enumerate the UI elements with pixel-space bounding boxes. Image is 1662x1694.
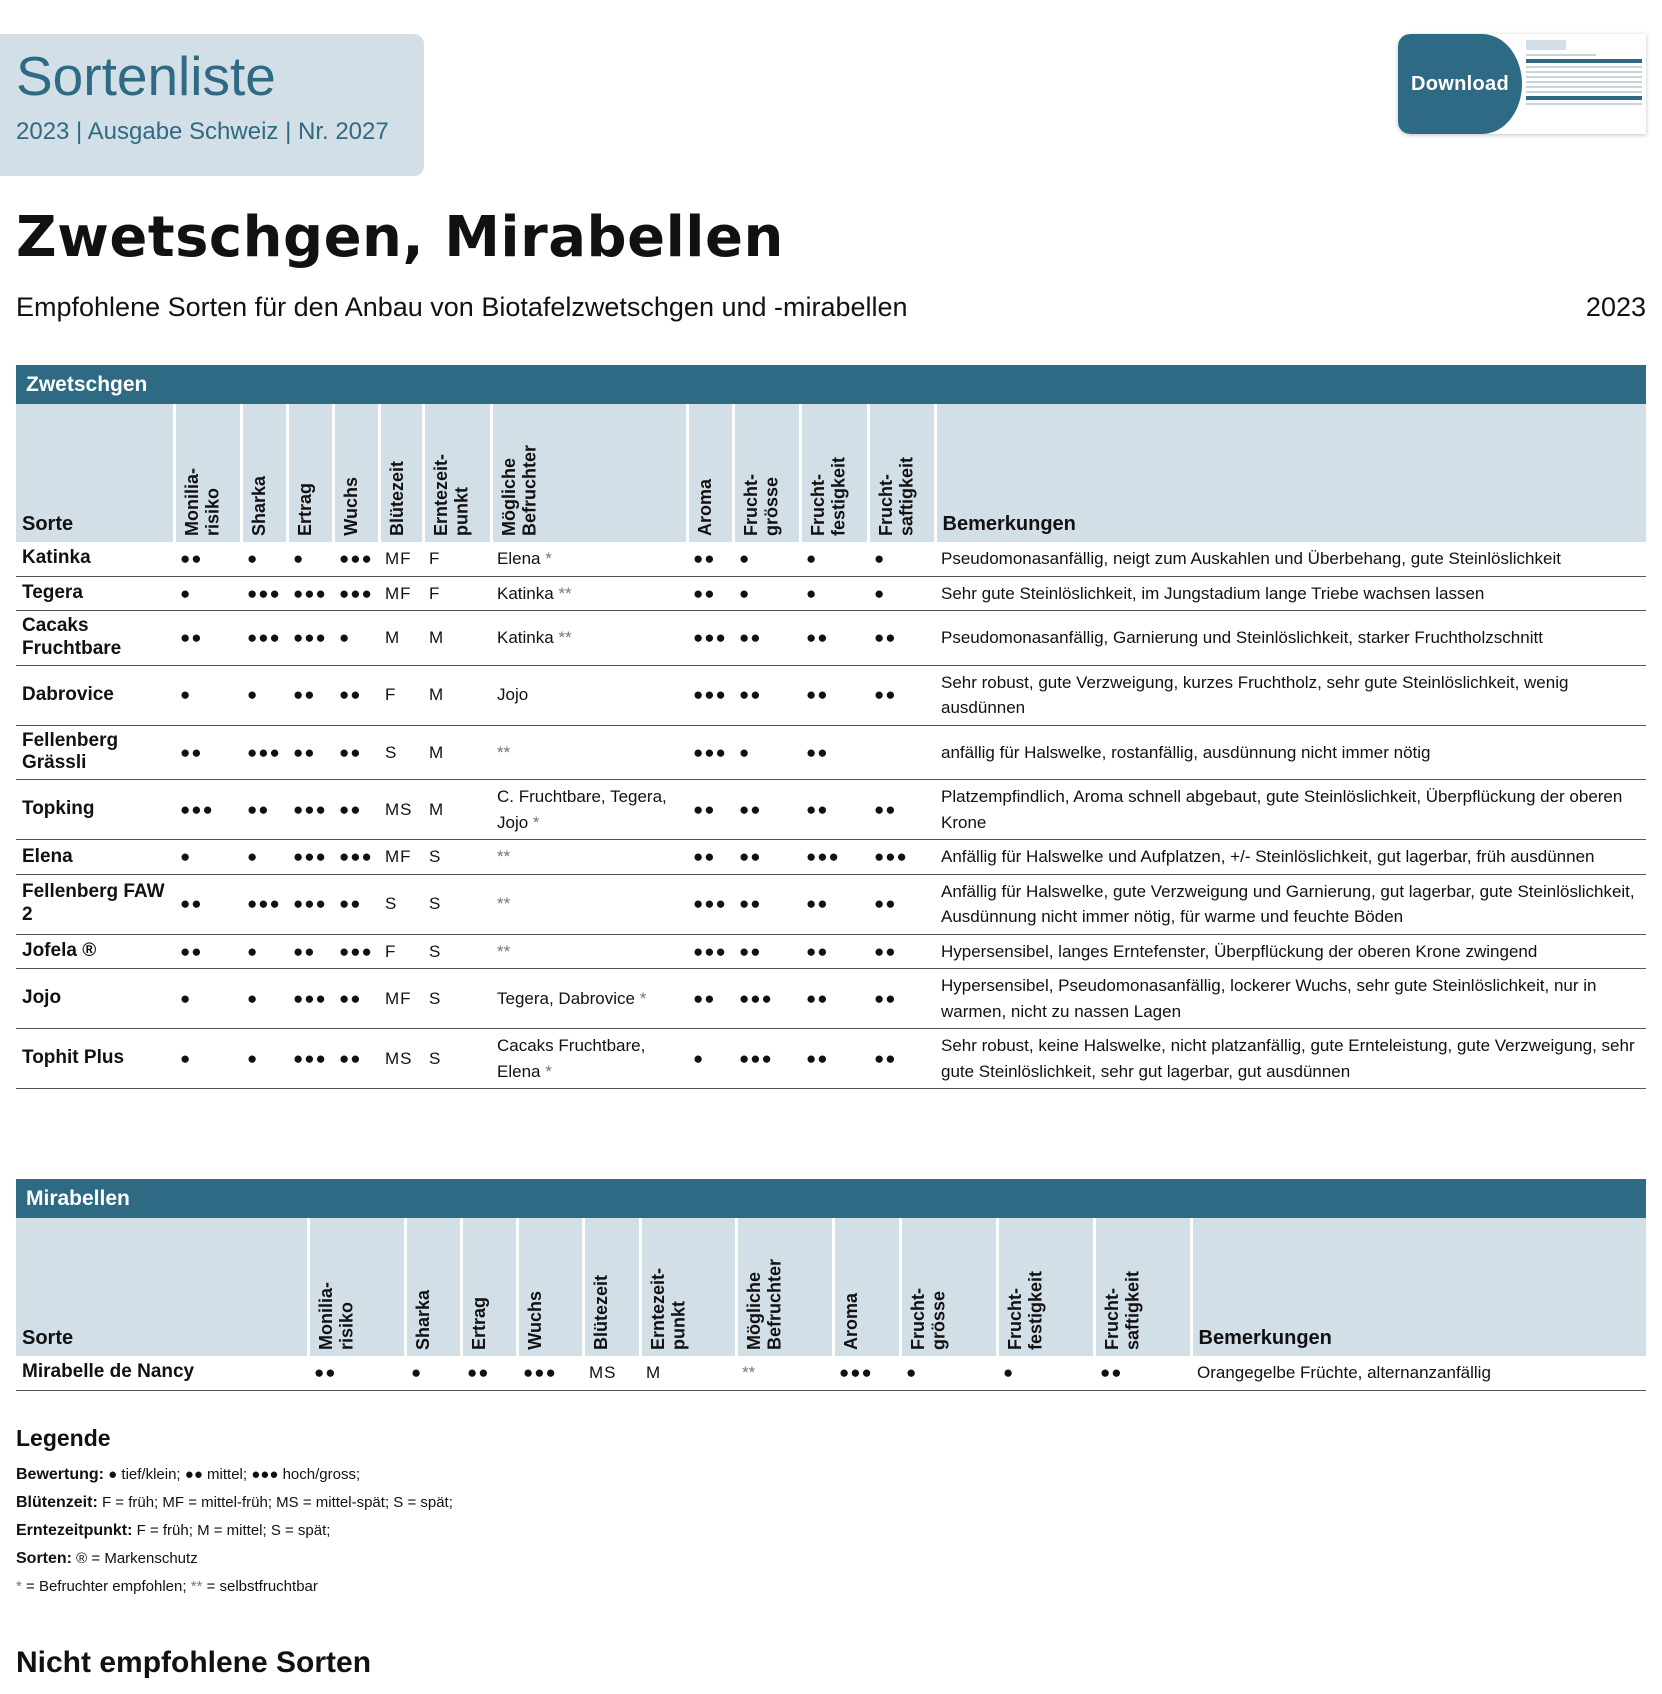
cell-ertrag: ●●	[287, 725, 333, 780]
column-header-befruchter: Mögliche Befruchter	[736, 1218, 833, 1356]
legend	[16, 1425, 453, 1605]
page-year: 2023	[1585, 292, 1646, 322]
cell-sharka: ●	[405, 1356, 461, 1390]
column-header-bemerkungen: Bemerkungen	[935, 404, 1646, 542]
cell-ertrag: ●●●	[287, 969, 333, 1029]
cell-wuchs: ●●	[333, 665, 379, 725]
column-header-fruchtfestigkeit: Frucht- festigkeit	[997, 1218, 1094, 1356]
cell-sharka: ●	[241, 934, 287, 969]
cell-saftigkeit: ●●	[868, 611, 935, 666]
cell-wuchs: ●●●	[333, 576, 379, 611]
cell-ertrag: ●	[287, 542, 333, 576]
cell-ernte: F	[423, 542, 491, 576]
cell-sharka: ●●●	[241, 576, 287, 611]
cell-bluete: MS	[583, 1356, 640, 1390]
cell-saftigkeit: ●	[868, 576, 935, 611]
cell-bemerkungen: Pseudomonasanfällig, neigt zum Auskahlen und Überbehang, gute Steinlöslichkeit	[935, 542, 1646, 576]
cell-festigkeit: ●●	[800, 1029, 868, 1089]
cell-festigkeit: ●	[997, 1356, 1094, 1390]
cell-aroma: ●●	[687, 780, 733, 840]
column-header-wuchs: Wuchs	[517, 1218, 583, 1356]
cell-aroma: ●●●	[687, 934, 733, 969]
header-subtitle: 2023 | Ausgabe Schweiz | Nr. 2027	[16, 117, 389, 145]
cell-wuchs: ●●●	[333, 542, 379, 576]
cell-sharka: ●	[241, 542, 287, 576]
column-header-fruchtsaftigkeit: Frucht- saftigkeit	[1094, 1218, 1191, 1356]
cell-aroma: ●●●	[687, 611, 733, 666]
cell-ertrag: ●●●	[287, 1029, 333, 1089]
cell-monilia: ●●	[174, 934, 241, 969]
cell-festigkeit: ●●	[800, 934, 868, 969]
cell-groesse: ●●	[733, 665, 800, 725]
cell-sharka: ●●●	[241, 874, 287, 934]
cell-bluete: F	[379, 934, 423, 969]
column-header-sharka: Sharka	[241, 404, 287, 542]
column-header-fruchtgroesse: Frucht- grösse	[900, 1218, 997, 1356]
cell-ernte: S	[423, 840, 491, 875]
column-header-sharka: Sharka	[405, 1218, 461, 1356]
cell-festigkeit: ●●	[800, 969, 868, 1029]
cell-ernte: S	[423, 934, 491, 969]
cell-aroma: ●●●	[687, 874, 733, 934]
cell-befruchter: Katinka **	[491, 611, 687, 666]
cell-saftigkeit: ●●	[868, 934, 935, 969]
cell-sharka: ●	[241, 840, 287, 875]
cell-wuchs: ●●	[333, 1029, 379, 1089]
legend-bewertung: Bewertung: ● tief/klein; ●● mittel; ●●● hoch/gross;	[16, 1466, 361, 1483]
mirabellen-section-title: Mirabellen	[16, 1179, 1646, 1218]
column-header-sorte: Sorte	[16, 1218, 308, 1356]
cell-aroma: ●	[687, 1029, 733, 1089]
cell-bluete: MF	[379, 969, 423, 1029]
cell-befruchter: Katinka **	[491, 576, 687, 611]
cell-groesse: ●	[733, 576, 800, 611]
cell-monilia: ●●	[174, 611, 241, 666]
cell-festigkeit: ●●	[800, 780, 868, 840]
cell-festigkeit: ●●	[800, 611, 868, 666]
cell-festigkeit: ●●	[800, 665, 868, 725]
cell-monilia: ●	[174, 840, 241, 875]
cell-sharka: ●●●	[241, 611, 287, 666]
mirabellen-table	[16, 1218, 1646, 1391]
cell-sorte: Elena	[16, 840, 174, 875]
not-recommended-title: Nicht empfohlene Sorten	[16, 1646, 372, 1679]
cell-wuchs: ●●●	[517, 1356, 583, 1390]
table-header-row	[16, 1218, 1646, 1356]
cell-festigkeit: ●●	[800, 874, 868, 934]
cell-wuchs: ●	[333, 611, 379, 666]
cell-aroma: ●●	[687, 969, 733, 1029]
cell-bluete: S	[379, 725, 423, 780]
cell-bemerkungen: anfällig für Halswelke, rostanfällig, ausdünnung nicht immer nötig	[935, 725, 1646, 780]
zwetschgen-section-title: Zwetschgen	[16, 365, 1646, 404]
table-row	[16, 840, 1646, 875]
cell-ernte: S	[423, 969, 491, 1029]
cell-ertrag: ●●	[287, 665, 333, 725]
cell-saftigkeit: ●	[868, 542, 935, 576]
column-header-bluetezeit: Blütezeit	[583, 1218, 640, 1356]
cell-bemerkungen: Hypersensibel, langes Erntefenster, Überpflückung der oberen Krone zwingend	[935, 934, 1646, 969]
cell-befruchter: Tegera, Dabrovice *	[491, 969, 687, 1029]
cell-sorte: Cacaks Fruchtbare	[16, 611, 174, 666]
cell-sorte: Fellenberg Grässli	[16, 725, 174, 780]
table-header-row	[16, 404, 1646, 542]
column-header-ertrag: Ertrag	[461, 1218, 517, 1356]
cell-groesse: ●●	[733, 611, 800, 666]
header-title: Sortenliste	[16, 45, 276, 107]
cell-aroma: ●●●	[687, 665, 733, 725]
cell-ertrag: ●●	[287, 934, 333, 969]
cell-monilia: ●●	[308, 1356, 405, 1390]
cell-wuchs: ●●●	[333, 934, 379, 969]
cell-befruchter: **	[491, 840, 687, 875]
cell-sorte: Mirabelle de Nancy	[16, 1356, 308, 1390]
cell-bemerkungen: Anfällig für Halswelke, gute Verzweigung und Garnierung, gut lagerbar, gute Steinlöslichkeit, Ausdünnung nicht immer nötig, für warme und feuchte Böden	[935, 874, 1646, 934]
cell-sharka: ●●	[241, 780, 287, 840]
cell-sharka: ●	[241, 969, 287, 1029]
page-subtitle: Empfohlene Sorten für den Anbau von Biotafelzwetschgen und -mirabellen	[16, 292, 908, 322]
cell-ernte: S	[423, 1029, 491, 1089]
cell-ernte: M	[423, 725, 491, 780]
cell-saftigkeit: ●●	[868, 874, 935, 934]
cell-groesse: ●●	[733, 874, 800, 934]
cell-bluete: MF	[379, 840, 423, 875]
cell-bluete: MS	[379, 780, 423, 840]
table-row	[16, 1029, 1646, 1089]
table-row	[16, 874, 1646, 934]
cell-monilia: ●●●	[174, 780, 241, 840]
cell-bluete: F	[379, 665, 423, 725]
cell-befruchter: Jojo	[491, 665, 687, 725]
table-row	[16, 576, 1646, 611]
cell-monilia: ●	[174, 1029, 241, 1089]
column-header-aroma: Aroma	[833, 1218, 900, 1356]
cell-sorte: Tegera	[16, 576, 174, 611]
column-header-sorte: Sorte	[16, 404, 174, 542]
cell-ertrag: ●●●	[287, 611, 333, 666]
cell-sharka: ●	[241, 665, 287, 725]
cell-ernte: M	[640, 1356, 736, 1390]
cell-monilia: ●	[174, 969, 241, 1029]
mirabellen-section	[16, 1179, 1646, 1391]
cell-ernte: M	[423, 611, 491, 666]
column-header-fruchtfestigkeit: Frucht- festigkeit	[800, 404, 868, 542]
cell-monilia: ●	[174, 576, 241, 611]
cell-sharka: ●●●	[241, 725, 287, 780]
cell-bemerkungen: Platzempfindlich, Aroma schnell abgebaut, gute Steinlöslichkeit, Überpflückung der oberen Krone	[935, 780, 1646, 840]
cell-sorte: Topking	[16, 780, 174, 840]
cell-sorte: Jojo	[16, 969, 174, 1029]
cell-bluete: M	[379, 611, 423, 666]
legend-title: Legende	[16, 1425, 111, 1451]
cell-wuchs: ●●●	[333, 840, 379, 875]
cell-befruchter: **	[491, 874, 687, 934]
cell-groesse: ●●●	[733, 1029, 800, 1089]
table-row	[16, 542, 1646, 576]
cell-befruchter: Elena *	[491, 542, 687, 576]
cell-monilia: ●●	[174, 874, 241, 934]
cell-ertrag: ●●●	[287, 780, 333, 840]
zwetschgen-section	[16, 365, 1646, 1089]
cell-sorte: Dabrovice	[16, 665, 174, 725]
table-row	[16, 665, 1646, 725]
cell-festigkeit: ●●	[800, 725, 868, 780]
cell-ernte: F	[423, 576, 491, 611]
table-row	[16, 611, 1646, 666]
header-box	[0, 34, 424, 176]
cell-saftigkeit: ●●	[1094, 1356, 1191, 1390]
cell-monilia: ●	[174, 665, 241, 725]
cell-bemerkungen: Sehr gute Steinlöslichkeit, im Jungstadium lange Triebe wachsen lassen	[935, 576, 1646, 611]
cell-groesse: ●●	[733, 934, 800, 969]
cell-wuchs: ●●	[333, 725, 379, 780]
column-header-erntezeitpunkt: Erntezeit- punkt	[640, 1218, 736, 1356]
cell-groesse: ●●	[733, 780, 800, 840]
cell-bemerkungen: Orangegelbe Früchte, alternanzanfällig	[1191, 1356, 1646, 1390]
cell-monilia: ●●	[174, 725, 241, 780]
table-row	[16, 1356, 1646, 1390]
legend-sorten: Sorten: ® = Markenschutz	[16, 1550, 198, 1567]
cell-bluete: MF	[379, 542, 423, 576]
download-label: Download	[1398, 34, 1522, 134]
column-header-bemerkungen: Bemerkungen	[1191, 1218, 1646, 1356]
cell-wuchs: ●●	[333, 874, 379, 934]
column-header-monilia: Monilia- risiko	[174, 404, 241, 542]
cell-befruchter: C. Fruchtbare, Tegera, Jojo *	[491, 780, 687, 840]
cell-wuchs: ●●	[333, 969, 379, 1029]
cell-bemerkungen: Sehr robust, keine Halswelke, nicht platzanfällig, gute Ernteleistung, gute Verzweigung, sehr gute Steinlöslichkeit, sehr gut lagerbar, gut ausdünnen	[935, 1029, 1646, 1089]
table-row	[16, 725, 1646, 780]
column-header-erntezeitpunkt: Erntezeit- punkt	[423, 404, 491, 542]
cell-ernte: S	[423, 874, 491, 934]
cell-ernte: M	[423, 665, 491, 725]
cell-festigkeit: ●	[800, 576, 868, 611]
cell-sharka: ●	[241, 1029, 287, 1089]
cell-aroma: ●●●	[687, 725, 733, 780]
cell-saftigkeit: ●●	[868, 1029, 935, 1089]
column-header-befruchter: Mögliche Befruchter	[491, 404, 687, 542]
table-row	[16, 780, 1646, 840]
cell-befruchter: **	[736, 1356, 833, 1390]
cell-sorte: Fellenberg FAW 2	[16, 874, 174, 934]
cell-ertrag: ●●●	[287, 840, 333, 875]
cell-bemerkungen: Pseudomonasanfällig, Garnierung und Steinlöslichkeit, starker Fruchtholzschnitt	[935, 611, 1646, 666]
column-header-wuchs: Wuchs	[333, 404, 379, 542]
cell-groesse: ●	[900, 1356, 997, 1390]
legend-erntezeitpunkt: Erntezeitpunkt: F = früh; M = mittel; S = spät;	[16, 1522, 331, 1539]
cell-saftigkeit: ●●	[868, 780, 935, 840]
cell-saftigkeit: ●●	[868, 665, 935, 725]
cell-bluete: MF	[379, 576, 423, 611]
legend-bluetezeit: Blütenzeit: F = früh; MF = mittel-früh; MS = mittel-spät; S = spät;	[16, 1494, 453, 1511]
cell-aroma: ●●	[687, 576, 733, 611]
cell-saftigkeit: ●●	[868, 969, 935, 1029]
cell-befruchter: Cacaks Fruchtbare, Elena *	[491, 1029, 687, 1089]
table-row	[16, 934, 1646, 969]
cell-saftigkeit: ●●●	[868, 840, 935, 875]
cell-ertrag: ●●●	[287, 874, 333, 934]
download-button[interactable]	[1398, 34, 1646, 134]
cell-groesse: ●●	[733, 840, 800, 875]
cell-groesse: ●	[733, 542, 800, 576]
column-header-bluetezeit: Blütezeit	[379, 404, 423, 542]
cell-sorte: Tophit Plus	[16, 1029, 174, 1089]
cell-ernte: M	[423, 780, 491, 840]
cell-bemerkungen: Hypersensibel, Pseudomonasanfällig, lockerer Wuchs, sehr gute Steinlöslichkeit, nur in warmen, nicht zu nassen Lagen	[935, 969, 1646, 1029]
cell-ertrag: ●●	[461, 1356, 517, 1390]
download-thumbnail-image	[1522, 34, 1646, 134]
cell-befruchter: **	[491, 934, 687, 969]
cell-bemerkungen: Anfällig für Halswelke und Aufplatzen, +/- Steinlöslichkeit, gut lagerbar, früh ausdünnen	[935, 840, 1646, 875]
cell-aroma: ●●	[687, 840, 733, 875]
cell-sorte: Jofela ®	[16, 934, 174, 969]
column-header-fruchtsaftigkeit: Frucht- saftigkeit	[868, 404, 935, 542]
cell-sorte: Katinka	[16, 542, 174, 576]
cell-saftigkeit	[868, 725, 935, 780]
zwetschgen-table	[16, 404, 1646, 1089]
column-header-ertrag: Ertrag	[287, 404, 333, 542]
legend-stars: * = Befruchter empfohlen; ** = selbstfruchtbar	[16, 1578, 318, 1595]
column-header-monilia: Monilia- risiko	[308, 1218, 405, 1356]
page-title: Zwetschgen, Mirabellen	[16, 205, 784, 270]
cell-befruchter: **	[491, 725, 687, 780]
cell-aroma: ●●●	[833, 1356, 900, 1390]
column-header-fruchtgroesse: Frucht- grösse	[733, 404, 800, 542]
cell-festigkeit: ●	[800, 542, 868, 576]
cell-bemerkungen: Sehr robust, gute Verzweigung, kurzes Fruchtholz, sehr gute Steinlöslichkeit, wenig ausdünnen	[935, 665, 1646, 725]
cell-festigkeit: ●●●	[800, 840, 868, 875]
cell-aroma: ●●	[687, 542, 733, 576]
cell-groesse: ●	[733, 725, 800, 780]
cell-groesse: ●●●	[733, 969, 800, 1029]
cell-bluete: MS	[379, 1029, 423, 1089]
cell-bluete: S	[379, 874, 423, 934]
column-header-aroma: Aroma	[687, 404, 733, 542]
table-row	[16, 969, 1646, 1029]
cell-wuchs: ●●	[333, 780, 379, 840]
cell-monilia: ●●	[174, 542, 241, 576]
cell-ertrag: ●●●	[287, 576, 333, 611]
